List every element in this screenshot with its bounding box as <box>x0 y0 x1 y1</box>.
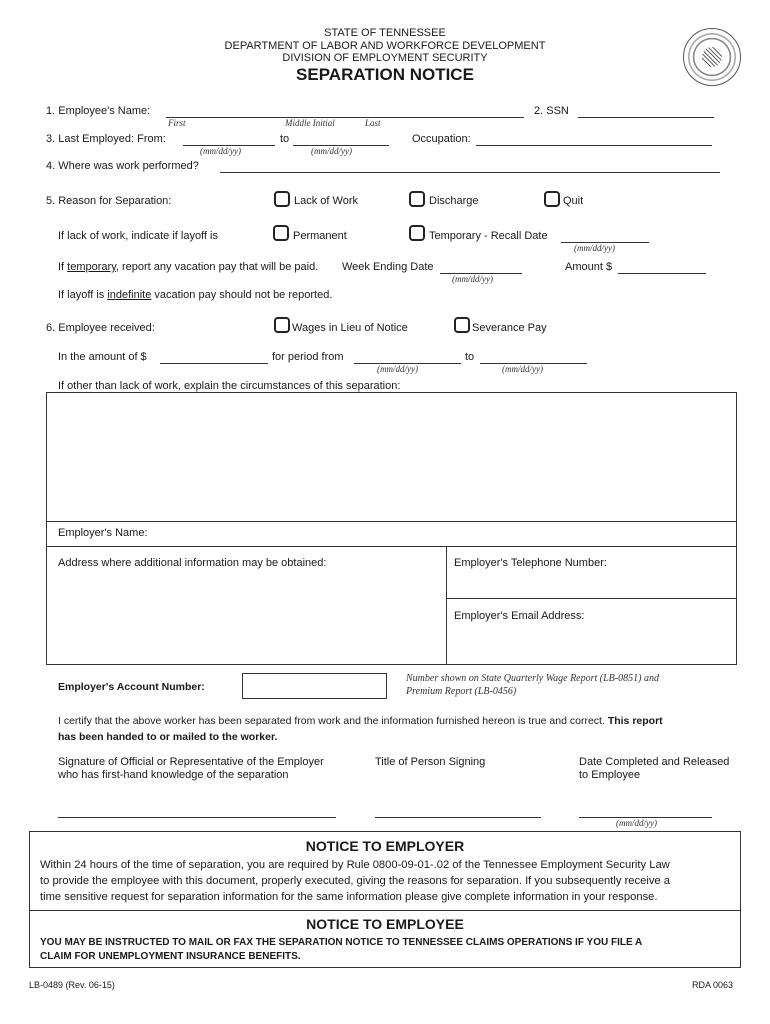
explanation-textarea[interactable] <box>47 393 736 521</box>
notice-employer-line-1: Within 24 hours of the time of separation, you are required by Rule 0800-09-01-.02 of the Tennessee Employment Security Law <box>40 859 670 871</box>
certification-bold-text: has been handed to or mailed to the worker. <box>58 731 278 743</box>
divider <box>446 547 447 665</box>
week-ending-label: Week Ending Date <box>342 261 434 273</box>
header-department: DEPARTMENT OF LABOR AND WORKFORCE DEVELOPMENT <box>224 40 546 52</box>
employer-name-label: Employer's Name: <box>58 527 148 539</box>
quit-label: Quit <box>563 195 584 207</box>
employee-name-label: 1. Employee's Name: <box>46 105 151 117</box>
work-location-field[interactable] <box>220 172 720 173</box>
employee-name-field[interactable] <box>166 117 524 118</box>
divider <box>46 521 737 522</box>
rda-code: RDA 0063 <box>692 980 734 990</box>
period-from-label: for period from <box>272 351 344 363</box>
notice-employee-line-2: CLAIM FOR UNEMPLOYMENT INSURANCE BENEFITS. <box>40 951 301 962</box>
reason-label: 5. Reason for Separation: <box>46 195 172 207</box>
ssn-field[interactable] <box>578 117 714 118</box>
permanent-checkbox[interactable] <box>273 225 289 241</box>
address-label: Address where additional information may be obtained: <box>58 557 327 569</box>
date-released-label-2: to Employee <box>579 769 641 781</box>
divider <box>46 546 737 547</box>
page-title: SEPARATION NOTICE <box>296 65 474 84</box>
temporary-vacation-text: If temporary, report any vacation pay that will be paid. <box>58 261 319 273</box>
notice-employer-heading: NOTICE TO EMPLOYER <box>305 838 465 854</box>
quit-checkbox[interactable] <box>544 191 560 207</box>
severance-pay-checkbox[interactable] <box>454 317 470 333</box>
week-ending-caption: (mm/dd/yy) <box>452 274 493 284</box>
indefinite-layoff-text: If layoff is indefinite vacation pay should not be reported. <box>58 289 333 301</box>
from-date-caption: (mm/dd/yy) <box>200 146 241 156</box>
period-to-label: to <box>465 351 475 363</box>
occupation-field[interactable] <box>476 145 712 146</box>
to-label: to <box>280 133 290 145</box>
temporary-checkbox[interactable] <box>409 225 425 241</box>
title-field[interactable] <box>375 817 541 818</box>
employee-received-label: 6. Employee received: <box>46 322 155 334</box>
vacation-amount-label: Amount $ <box>565 261 613 273</box>
signature-field[interactable] <box>58 817 336 818</box>
date-released-label-1: Date Completed and Released <box>579 756 730 768</box>
header-state: STATE OF TENNESSEE <box>324 27 446 39</box>
vacation-amount-field[interactable] <box>618 273 706 274</box>
header-division: DIVISION OF EMPLOYMENT SECURITY <box>282 52 488 64</box>
explain-label: If other than lack of work, explain the circumstances of this separation: <box>58 380 401 392</box>
temporary-recall-label: Temporary - Recall Date <box>429 230 548 242</box>
account-number-label: Employer's Account Number: <box>58 681 205 693</box>
notice-employer-line-2: to provide the employee with this document, properly executed, giving the reasons for separation. If you subsequently receive a <box>40 875 670 887</box>
wages-in-lieu-checkbox[interactable] <box>274 317 290 333</box>
account-note-2: Premium Report (LB-0456) <box>406 686 517 697</box>
wages-in-lieu-label: Wages in Lieu of Notice <box>292 322 408 334</box>
period-to-caption: (mm/dd/yy) <box>502 364 543 374</box>
form-id: LB-0489 (Rev. 06-15) <box>29 980 115 990</box>
to-date-caption: (mm/dd/yy) <box>311 146 352 156</box>
email-label: Employer's Email Address: <box>454 610 585 622</box>
lack-of-work-checkbox[interactable] <box>274 191 290 207</box>
discharge-checkbox[interactable] <box>409 191 425 207</box>
severance-pay-label: Severance Pay <box>472 322 547 334</box>
period-from-caption: (mm/dd/yy) <box>377 364 418 374</box>
last-employed-label: 3. Last Employed: From: <box>46 133 166 145</box>
discharge-label: Discharge <box>429 195 479 207</box>
account-number-field[interactable] <box>242 673 387 699</box>
divider <box>29 910 741 911</box>
telephone-label: Employer's Telephone Number: <box>454 557 607 569</box>
signature-label-2: who has first-hand knowledge of the separation <box>58 769 289 781</box>
permanent-label: Permanent <box>293 230 347 242</box>
certification-text: I certify that the above worker has been separated from work and the information furnished hereon is true and correct. This report <box>58 715 663 727</box>
recall-date-caption: (mm/dd/yy) <box>574 243 615 253</box>
amount-field[interactable] <box>160 363 268 364</box>
signature-label-1: Signature of Official or Representative of the Employer <box>58 756 324 768</box>
notice-employee-heading: NOTICE TO EMPLOYEE <box>306 916 464 932</box>
date-released-caption: (mm/dd/yy) <box>616 818 657 828</box>
work-location-label: 4. Where was work performed? <box>46 160 199 172</box>
first-caption: First <box>168 118 186 128</box>
ssn-label: 2. SSN <box>534 105 569 117</box>
divider <box>446 598 737 599</box>
amount-label: In the amount of $ <box>58 351 147 363</box>
notice-employer-line-3: time sensitive request for separation information for the same information please give complete information in your response. <box>40 891 658 903</box>
last-caption: Last <box>365 118 381 128</box>
occupation-label: Occupation: <box>412 133 471 145</box>
middle-initial-caption: Middle Initial <box>285 118 335 128</box>
notice-employee-line-1: YOU MAY BE INSTRUCTED TO MAIL OR FAX THE SEPARATION NOTICE TO TENNESSEE CLAIMS OPERATIONS IF YOU FILE A <box>40 937 643 948</box>
layoff-type-label: If lack of work, indicate if layoff is <box>58 230 218 242</box>
lack-of-work-label: Lack of Work <box>294 195 358 207</box>
title-signing-label: Title of Person Signing <box>375 756 486 768</box>
account-note-1: Number shown on State Quarterly Wage Report (LB-0851) and <box>406 673 659 684</box>
